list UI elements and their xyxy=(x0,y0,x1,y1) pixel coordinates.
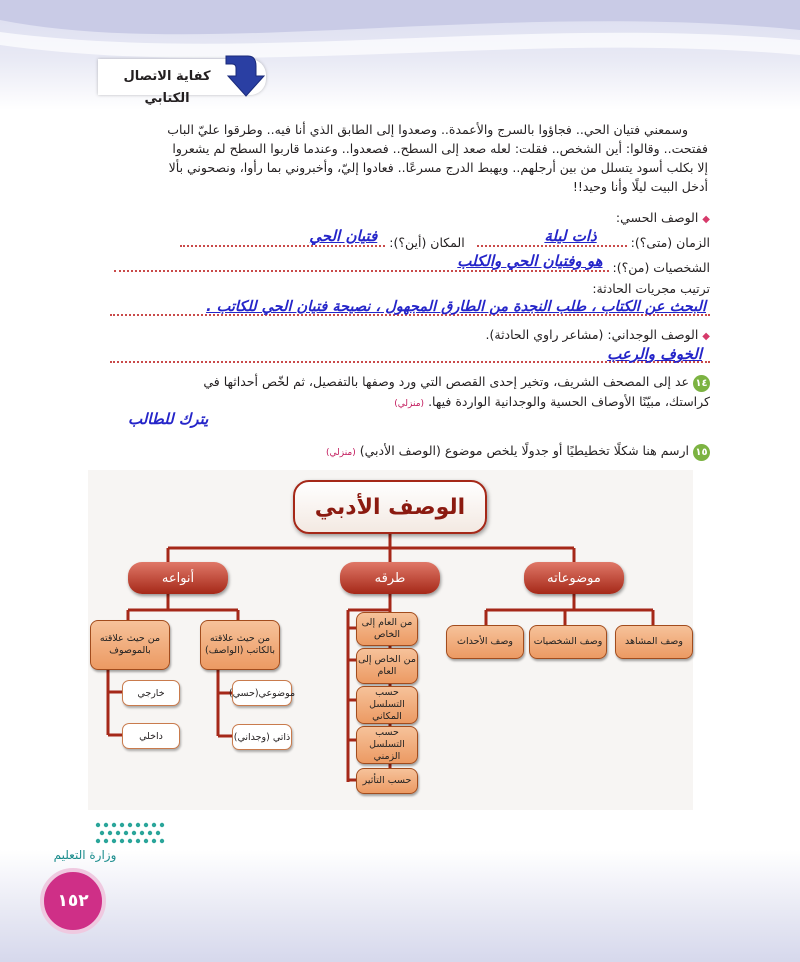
types-group-writer: من حيث علاقته بالكاتب (الواصف) xyxy=(200,620,280,670)
ministry-logo-icon xyxy=(88,815,178,849)
method-item: حسب التأثير xyxy=(356,768,418,794)
events-label: ترتيب مجريات الحادثة: xyxy=(592,281,710,296)
task-14-line1: عد إلى المصحف الشريف، وتخير إحدى القصص التي ورد وصفها بالتفصيل، ثم لخّص أحداثها في xyxy=(203,374,690,389)
place-answer-line xyxy=(180,227,385,247)
characters-row xyxy=(104,252,710,278)
type-leaf: ذاتي (وجداني) xyxy=(232,724,292,750)
arrow-down-icon xyxy=(222,52,266,98)
page-number: ١٥٢ xyxy=(40,868,106,934)
emotional-answer-row xyxy=(104,347,710,369)
category-types: أنواعه xyxy=(128,562,228,594)
place-label: المكان (أين؟): xyxy=(389,235,465,250)
homework-tag: (منزلي) xyxy=(394,399,425,409)
category-methods: طرقه xyxy=(340,562,440,594)
topic-item: وصف المشاهد xyxy=(615,625,693,659)
handwritten-note: يترك للطالب xyxy=(128,410,209,428)
characters-answer: هو وفتيان الحي والكلب xyxy=(457,252,603,270)
sensory-heading: الوصف الحسي: xyxy=(615,210,699,225)
time-place-row xyxy=(104,227,710,253)
emotional-heading: الوصف الوجداني: xyxy=(607,327,699,342)
time-answer: ذات ليلة xyxy=(544,227,597,245)
section-title: كفاية الاتصال الكتابي xyxy=(123,69,211,106)
sensory-heading-row xyxy=(104,207,710,229)
method-item: حسب التسلسل المكاني xyxy=(356,686,418,724)
story-passage xyxy=(108,120,708,196)
task-14-line2: كراستك، مبيّنًا الأوصاف الحسية والوجدانية الواردة فيها. xyxy=(428,394,710,409)
passage-line: وسمعني فتيان الحي.. فجاؤوا بالسرج والأعمدة.. وصعدوا إلى الطابق الذي أنا فيه.. وطرقوا عليّ الباب xyxy=(167,122,688,137)
method-item: حسب التسلسل الزمني xyxy=(356,726,418,764)
emotional-answer-line xyxy=(110,347,710,363)
events-answer: البحث عن الكتاب ، طلب النجدة من الطارق المجهول ، نصيحة فتيان الحي للكاتب . xyxy=(206,299,706,315)
concept-diagram xyxy=(88,470,693,810)
task-15-text: ارسم هنا شكلًا تخطيطيًا أو جدولًا يلخص موضوع (الوصف الأدبي) xyxy=(359,443,690,458)
task-number-badge: ١٤ xyxy=(693,375,710,392)
homework-tag: (منزلي) xyxy=(326,448,356,458)
time-label: الزمان (متى؟): xyxy=(630,235,710,250)
method-item: من العام إلى الخاص xyxy=(356,612,418,646)
diamond-bullet-icon: ◆ xyxy=(702,331,710,342)
events-answer-line xyxy=(110,300,710,316)
type-leaf: خارجي xyxy=(122,680,180,706)
task-15 xyxy=(230,441,710,463)
diamond-bullet-icon: ◆ xyxy=(702,214,710,225)
types-group-described: من حيث علاقته بالموصوف xyxy=(90,620,170,670)
category-topics: موضوعاته xyxy=(524,562,624,594)
type-leaf: داخلي xyxy=(122,723,180,749)
topic-item: وصف الشخصيات xyxy=(529,625,607,659)
ministry-name: وزارة التعليم xyxy=(53,848,117,862)
method-item: من الخاص إلى العام xyxy=(356,648,418,684)
emotional-answer: الخوف والرعب xyxy=(607,345,702,363)
type-leaf: موضوعي(حسي) xyxy=(232,680,292,706)
topic-item: وصف الأحداث xyxy=(446,625,524,659)
passage-line: أدخل البيت ليلًا وأنا وحيد!! xyxy=(572,179,708,194)
events-answer-row xyxy=(104,300,710,322)
time-answer-line xyxy=(477,227,627,247)
passage-line: ففتحت.. وقالوا: أين الشخص.. فقلت: لعله صعد إلى السطح.. فصعدوا.. وعندما قاربوا السطح لم يشعروا xyxy=(172,141,708,156)
task-number-badge: ١٥ xyxy=(693,444,710,461)
characters-label: الشخصيات (من؟): xyxy=(612,260,710,275)
diagram-title: الوصف الأدبي xyxy=(293,480,487,534)
place-answer: فتيان الحي xyxy=(309,227,378,245)
passage-line: إلا بكلب أسود يتسلل من بين أرجلهم.. ويهبط الدرج مسرعًا.. فعادوا إليّ، وأخبروني بما رأوا، ونصحوني بألا xyxy=(168,160,708,175)
bottom-decorative-band xyxy=(0,850,800,962)
task-14 xyxy=(104,372,710,414)
emotional-hint: (مشاعر راوي الحادثة). xyxy=(485,327,604,342)
characters-answer-line xyxy=(114,252,609,272)
